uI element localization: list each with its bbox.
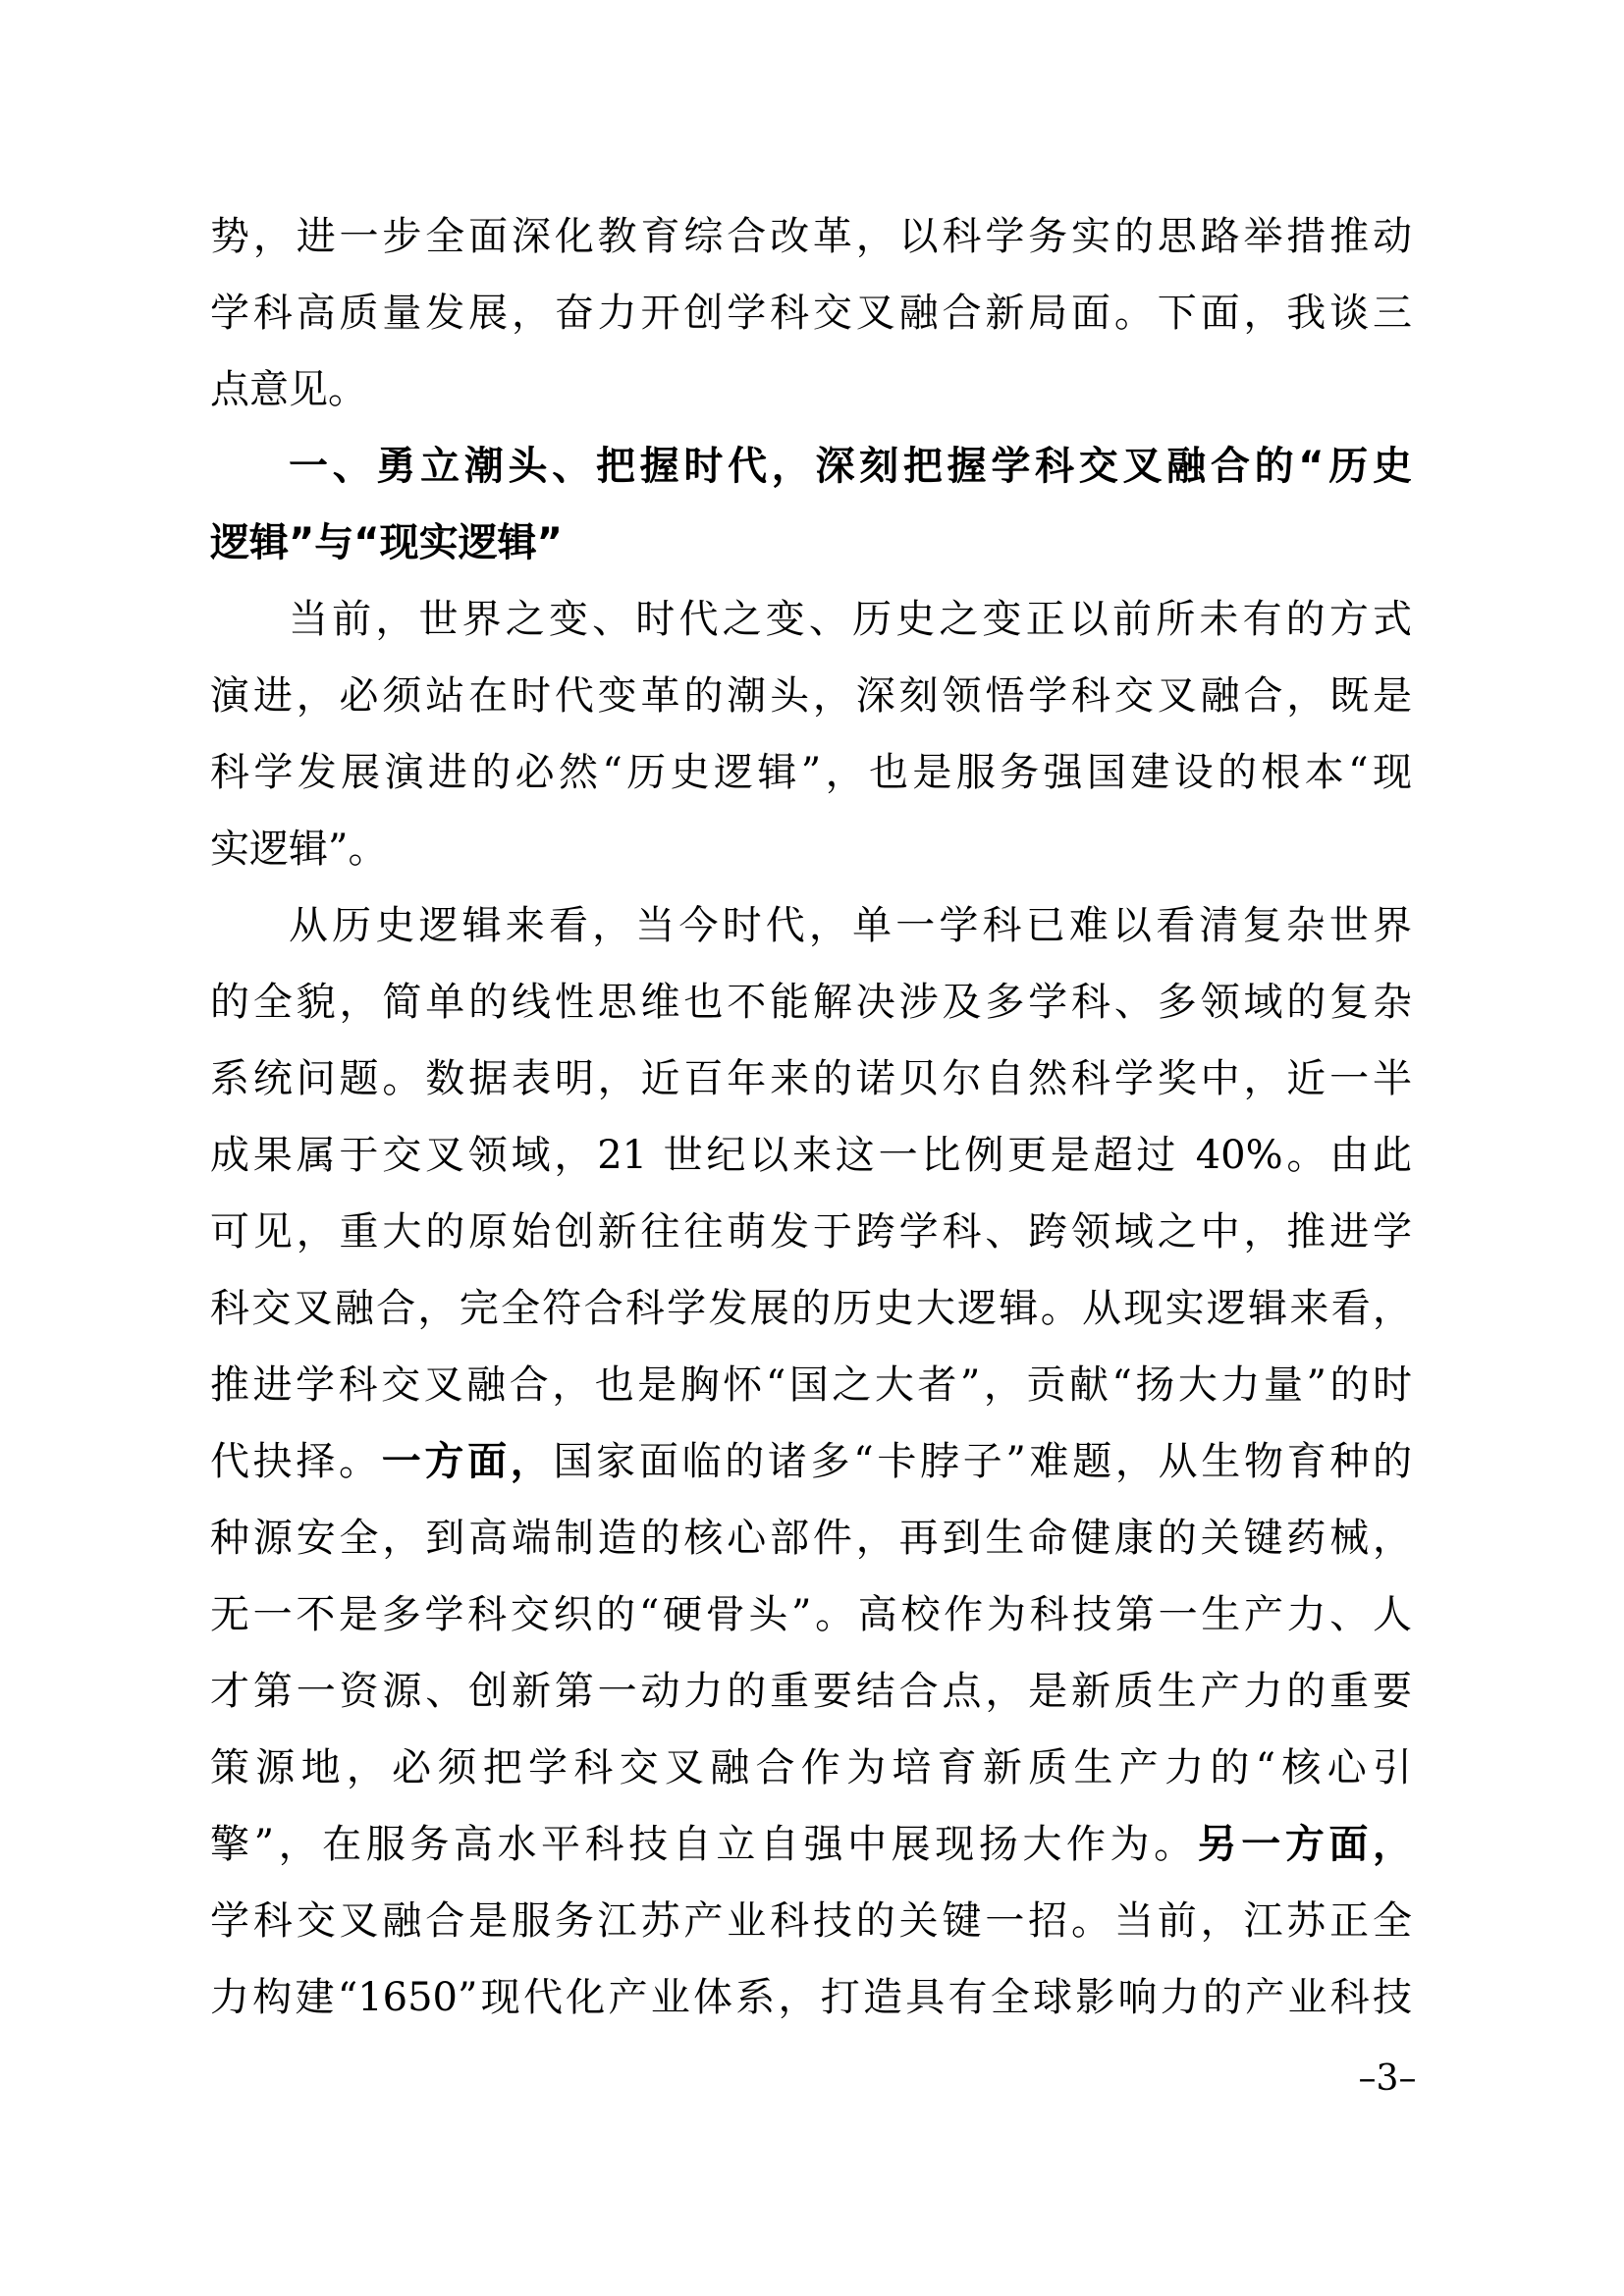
body-line [210, 1959, 1412, 2036]
text-run: 才第一资源、创新第一动力的重要结合点，是新质生产力的重要 [210, 1669, 1412, 1714]
body-line [210, 734, 1412, 811]
body-line [210, 1883, 1412, 1959]
body-line [210, 658, 1412, 734]
page-number: –3– [1358, 2058, 1417, 2099]
body-line [210, 351, 1412, 428]
text-run: 策源地，必须把学科交叉融合作为培育新质生产力的“核心引 [210, 1745, 1412, 1790]
text-run: 学科高质量发展，奋力开创学科交叉融合新局面。下面，我谈三 [210, 291, 1412, 336]
text-run: 演进，必须站在时代变革的潮头，深刻领悟学科交叉融合，既是 [210, 673, 1412, 719]
text-run: 擎”，在服务高水平科技自立自强中展现扬大作为。 [210, 1822, 1198, 1867]
text-run: 推进学科交叉融合，也是胸怀“国之大者”，贡献“扬大力量”的时 [210, 1362, 1412, 1408]
text-run: 一、勇立潮头、把握时代，深刻把握学科交叉融合的“历史 [289, 444, 1412, 489]
body-line [210, 1347, 1412, 1423]
text-run: 当前，世界之变、时代之变、历史之变正以前所未有的方式 [289, 597, 1412, 642]
text-run: 点意见。 [210, 367, 367, 412]
body-line [210, 1041, 1412, 1117]
body-line [210, 1730, 1412, 1806]
body-line [210, 1117, 1412, 1194]
text-run: 代抉择。 [210, 1439, 382, 1484]
text-run: 力构建“1650”现代化产业体系，打造具有全球影响力的产业科技 [210, 1975, 1412, 2020]
bold-text-run: 一方面， [381, 1439, 554, 1484]
text-run: 科交叉融合，完全符合科学发展的历史大逻辑。从现实逻辑来看， [210, 1286, 1412, 1331]
body-line [210, 581, 1412, 658]
bold-text-run: 另一方面， [1197, 1822, 1412, 1867]
text-block [210, 198, 1412, 2036]
text-run: 国家面临的诸多“卡脖子”难题，从生物育种的 [553, 1439, 1412, 1484]
text-run: 系统问题。数据表明，近百年来的诺贝尔自然科学奖中，近一半 [210, 1056, 1412, 1101]
text-run: 势，进一步全面深化教育综合改革，以科学务实的思路举措推动 [210, 214, 1412, 259]
text-run: 实逻辑”。 [210, 827, 388, 872]
text-run: 逻辑”与“现实逻辑” [210, 520, 563, 565]
text-run: 从历史逻辑来看，当今时代，单一学科已难以看清复杂世界 [289, 903, 1412, 948]
body-line [210, 1806, 1412, 1883]
text-run: 学科交叉融合是服务江苏产业科技的关键一招。当前，江苏正全 [210, 1898, 1412, 1944]
body-line [210, 1270, 1412, 1347]
text-run: 成果属于交叉领域，21 世纪以来这一比例更是超过 40%。由此 [210, 1133, 1412, 1178]
body-line [210, 811, 1412, 887]
body-line [210, 1576, 1412, 1653]
body-line [210, 964, 1412, 1041]
body-line [210, 198, 1412, 275]
body-line [210, 887, 1412, 964]
text-run: 科学发展演进的必然“历史逻辑”，也是服务强国建设的根本“现 [210, 750, 1412, 795]
body-line [210, 1194, 1412, 1270]
heading-line [210, 505, 1412, 581]
text-run: 种源安全，到高端制造的核心部件，再到生命健康的关键药械， [210, 1516, 1412, 1561]
heading-line [210, 428, 1412, 505]
body-line [210, 1423, 1412, 1500]
body-line [210, 1500, 1412, 1576]
text-run: 的全貌，简单的线性思维也不能解决涉及多学科、多领域的复杂 [210, 980, 1412, 1025]
text-run: 无一不是多学科交织的“硬骨头”。高校作为科技第一生产力、人 [210, 1592, 1412, 1637]
text-run: 可见，重大的原始创新往往萌发于跨学科、跨领域之中，推进学 [210, 1209, 1412, 1255]
body-line [210, 275, 1412, 351]
body-line [210, 1653, 1412, 1730]
